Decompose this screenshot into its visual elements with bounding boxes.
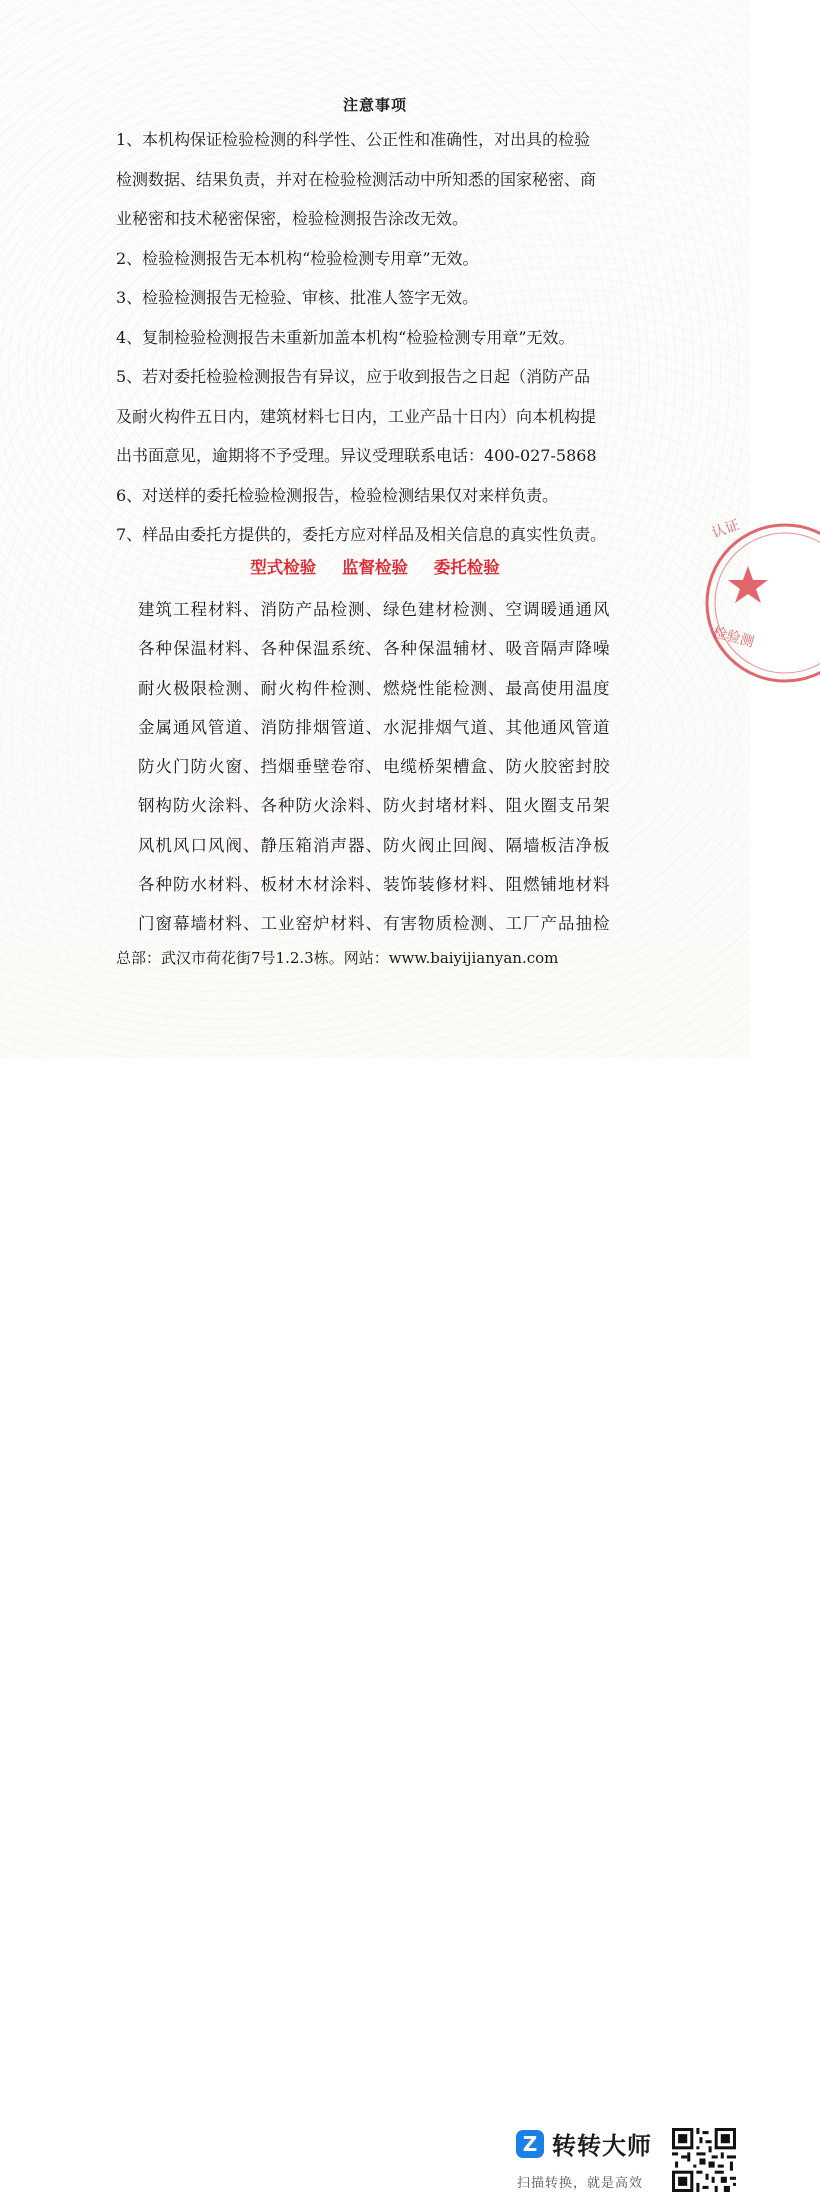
note-line: 1、本机构保证检验检测的科学性、公正性和准确性，对出具的检验	[116, 130, 591, 149]
brand-name: 转转大师	[552, 2132, 652, 2160]
brand-tagline: 扫描转换，就是高效	[517, 2176, 644, 2191]
service-type: 委托检验	[433, 558, 500, 577]
note-line: 7、样品由委托方提供的，委托方应对样品及相关信息的真实性负责。	[116, 525, 607, 544]
service-line: 钢构防火涂料、各种防火涂料、防火封堵材料、阻火圈支吊架	[138, 796, 611, 816]
svg-text:认证: 认证	[709, 517, 742, 542]
service-line: 耐火极限检测、耐火构件检测、燃烧性能检测、最高使用温度	[138, 678, 611, 698]
note-line: 2、检验检测报告无本机构“检验检测专用章”无效。	[116, 248, 479, 268]
note-line: 5、若对委托检验检测报告有异议，应于收到报告之日起（消防产品	[116, 367, 591, 386]
footer-bar	[0, 1058, 750, 2191]
service-line: 金属通风管道、消防排烟管道、水泥排烟气道、其他通风管道	[138, 717, 611, 737]
note-line: 业秘密和技术秘密保密，检验检测报告涂改无效。	[116, 209, 469, 228]
qr-code-icon	[672, 2128, 736, 2192]
service-line: 防火门防火窗、挡烟垂壁卷帘、电缆桥架槽盒、防火胶密封胶	[138, 757, 611, 777]
notes-list	[116, 120, 656, 555]
service-line: 门窗幕墙材料、工业窑炉材料、有害物质检测、工厂产品抽检	[138, 914, 611, 934]
document-page	[0, 0, 756, 1059]
service-line: 建筑工程材料、消防产品检测、绿色建材检测、空调暖通通风	[138, 600, 611, 619]
note-line: 及耐火构件五日内，建筑材料七日内，工业产品十日内）向本机构提	[116, 406, 597, 426]
service-type: 监督检验	[342, 558, 408, 577]
note-line: 4、复制检验检测报告未重新加盖本机构“检验检测专用章”无效。	[116, 327, 575, 347]
svg-text:检验测: 检验测	[710, 624, 756, 651]
brand-logo-icon: Z	[516, 2130, 544, 2158]
service-line: 风机风口风阀、静压箱消声器、防火阀止回阀、隔墙板洁净板	[138, 835, 611, 855]
note-line: 3、检验检测报告无检验、审核、批准人签字无效。	[116, 288, 479, 307]
service-types-heading	[0, 554, 750, 578]
service-line: 各种防水材料、板材木材涂料、装饰装修材料、阻燃铺地材料	[138, 875, 611, 895]
note-line: 出书面意见，逾期将不予受理。异议受理联系电话：400-027-5868	[116, 446, 597, 465]
service-type: 型式检验	[250, 558, 317, 577]
services-list	[138, 590, 638, 944]
notes-title: 注意事项	[342, 96, 407, 114]
note-line: 6、对送样的委托检验检测报告，检验检测结果仅对来样负责。	[116, 485, 559, 505]
seal-stamp	[700, 508, 756, 708]
service-line: 各种保温材料、各种保温系统、各种保温辅材、吸音隔声降噪	[138, 639, 611, 659]
note-line: 检测数据、结果负责，并对在检验检测活动中所知悉的国家秘密、商	[116, 169, 597, 189]
headquarters-address: 总部：武汉市荷花街7号1.2.3栋。网站：www.baiyijianyan.com	[116, 949, 559, 967]
